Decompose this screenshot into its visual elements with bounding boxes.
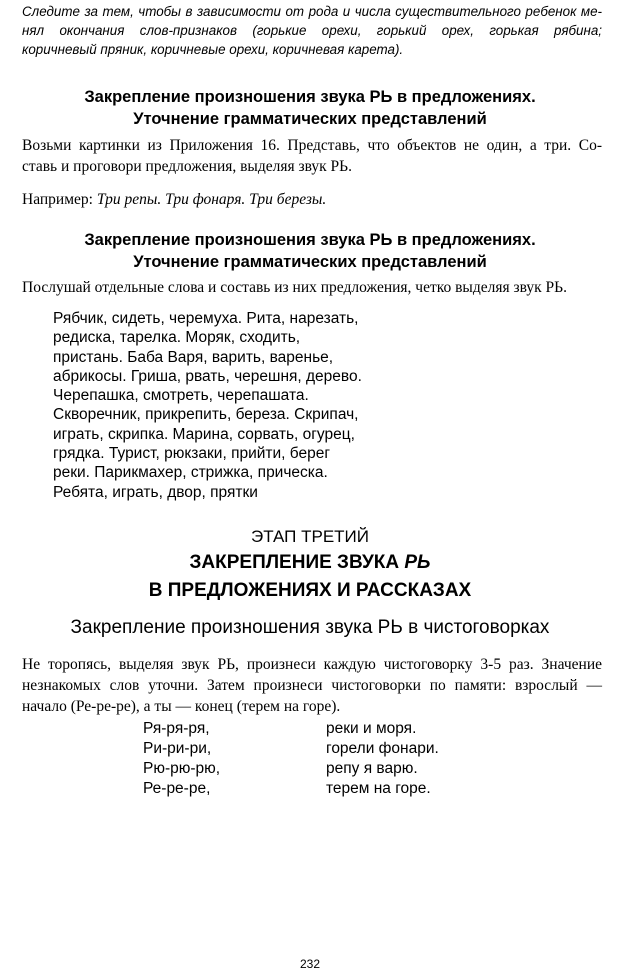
stage-title-sound: РЬ — [404, 552, 431, 573]
tongue-twister-end: горели фонари. — [326, 740, 439, 757]
example-text: Три репы. Три фонаря. Три березы. — [96, 191, 327, 208]
intro-note — [22, 2, 602, 59]
section3-body-line: Не торопясь, выделяя звук РЬ, произнеси каждую чистоговорку 3-5 раз. Значение — [22, 656, 602, 673]
section1-heading-line: Закрепление произношения звука РЬ в предложениях. — [84, 88, 536, 106]
tongue-twister-start: Ри-ри-ри, — [143, 740, 212, 757]
word-line: Ребята, играть, двор, прятки — [53, 483, 258, 501]
tongue-twister-start: Ре-ре-ре, — [143, 780, 211, 797]
stage-title-prefix: ЗАКРЕПЛЕНИЕ ЗВУКА — [189, 552, 405, 573]
section2-body-line: Послушай отдельные слова и составь из них предложения, четко выделяя звук РЬ. — [22, 279, 567, 296]
word-line: Рябчик, сидеть, черемуха. Рита, нарезать, — [53, 310, 359, 327]
tongue-twister-end: репу я варю. — [326, 760, 418, 777]
section1-example — [22, 189, 326, 210]
intro-line: Следите за тем, чтобы в зависимости от рода и числа существительного ребенок ме- — [22, 4, 602, 19]
tongue-twister-start: Рю-рю-рю, — [143, 760, 221, 777]
section1-heading-line: Уточнение грамматических представлений — [133, 110, 487, 128]
section3-body — [22, 654, 602, 717]
section1-heading — [0, 86, 620, 130]
stage-label: ЭТАП ТРЕТИЙ — [250, 527, 369, 546]
section3-heading: Закрепление произношения звука РЬ в чистоговорках — [70, 617, 550, 638]
tongue-twister-left-column — [143, 719, 220, 799]
section2-heading — [0, 229, 620, 273]
example-line — [22, 189, 326, 210]
word-line: редиска, тарелка. Моряк, сходить, — [53, 329, 301, 347]
word-line: реки. Парикмахер, стрижка, прическа. — [53, 464, 328, 482]
section1-body-line: Возьми картинки из Приложения 16. Представь, что объектов не один, а три. Со- — [22, 137, 602, 154]
word-line: Черепашка, смотреть, черепашата. — [53, 387, 309, 405]
section2-body — [22, 277, 612, 298]
intro-line: коричневый пряник, коричневые орехи, коричневая карета). — [22, 42, 404, 57]
page-number: 232 — [299, 957, 321, 971]
word-line: грядка. Турист, рюкзаки, прийти, берег — [53, 445, 330, 463]
intro-line: нял окончания слов-признаков (горькие орехи, горький орех, горькая рябина; — [22, 23, 602, 38]
tongue-twister-end: реки и моря. — [326, 720, 417, 737]
word-line: Скворечник, прикрепить, береза. Скрипач, — [53, 406, 359, 424]
stage-title — [0, 549, 620, 605]
word-list — [53, 309, 362, 502]
stage-title-line2: В ПРЕДЛОЖЕНИЯХ И РАССКАЗАХ — [148, 580, 472, 601]
section3-body-line: незнакомых слов уточни. Затем произнеси чистоговорки по памяти: взрослый — — [22, 677, 602, 694]
tongue-twister-start: Ря-ря-ря, — [143, 720, 210, 737]
section3-body-line: начало (Ре-ре-ре), а ты — конец (терем на горе). — [22, 698, 341, 715]
section1-body-line: ставь и проговори предложения, выделяя звук РЬ. — [22, 158, 352, 175]
word-line: абрикосы. Гриша, рвать, черешня, дерево. — [53, 367, 362, 385]
stage-title-line1 — [0, 549, 620, 577]
tongue-twister-right-column — [326, 719, 439, 799]
word-line: пристань. Баба Варя, варить, варенье, — [53, 348, 334, 366]
section1-body — [22, 135, 602, 177]
section2-heading-line: Закрепление произношения звука РЬ в предложениях. — [84, 231, 536, 249]
tongue-twister-end: терем на горе. — [326, 780, 431, 797]
example-label: Например: — [22, 191, 93, 208]
section2-heading-line: Уточнение грамматических представлений — [133, 253, 487, 271]
word-line: играть, скрипка. Марина, сорвать, огурец, — [53, 425, 355, 443]
